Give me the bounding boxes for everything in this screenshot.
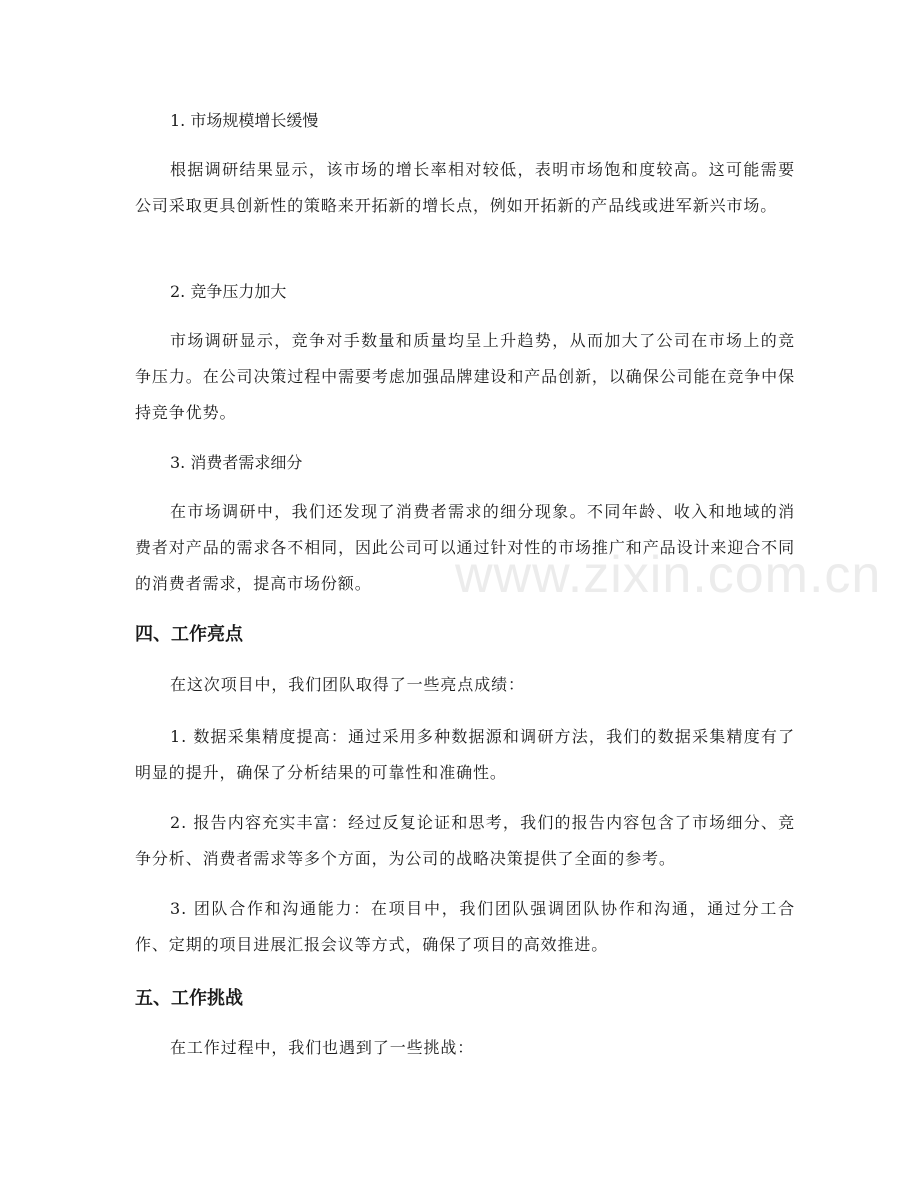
highlights-intro: 在这次项目中，我们团队取得了一些亮点成绩： [170, 675, 525, 694]
challenges-intro: 在工作过程中，我们也遇到了一些挑战： [170, 1038, 475, 1057]
finding-3-title: 3. 消费者需求细分 [170, 453, 303, 472]
finding-1-title: 1. 市场规模增长缓慢 [170, 111, 319, 130]
highlight-item-1: 1. 数据采集精度提高：通过采用多种数据源和调研方法，我们的数据采集精度有了明显的提升，确保了分析结果的可靠性和准确性。 [135, 727, 795, 782]
section-heading-challenges: 五、工作挑战 [135, 988, 243, 1009]
finding-2-body: 市场调研显示，竞争对手数量和质量均呈上升趋势，从而加大了公司在市场上的竞争压力。在公司决策过程中需要考虑加强品牌建设和产品创新，以确保公司能在竞争中保持竞争优势。 [135, 331, 795, 422]
watermark: www.zixin.com.cn [455, 546, 882, 604]
finding-3-body: 在市场调研中，我们还发现了消费者需求的细分现象。不同年龄、收入和地域的消费者对产品的需求各不相同，因此公司可以通过针对性的市场推广和产品设计来迎合不同的消费者需求，提高市场份额。 [135, 502, 795, 593]
finding-2-title: 2. 竞争压力加大 [170, 282, 287, 301]
highlight-item-2: 2. 报告内容充实丰富：经过反复论证和思考，我们的报告内容包含了市场细分、竞争分析、消费者需求等多个方面，为公司的战略决策提供了全面的参考。 [135, 813, 795, 868]
section-heading-highlights: 四、工作亮点 [135, 624, 243, 645]
highlight-item-3: 3. 团队合作和沟通能力：在项目中，我们团队强调团队协作和沟通，通过分工合作、定期的项目进展汇报会议等方式，确保了项目的高效推进。 [135, 899, 795, 954]
finding-1-body: 根据调研结果显示，该市场的增长率相对较低，表明市场饱和度较高。这可能需要公司采取更具创新性的策略来开拓新的增长点，例如开拓新的产品线或进军新兴市场。 [135, 160, 795, 215]
